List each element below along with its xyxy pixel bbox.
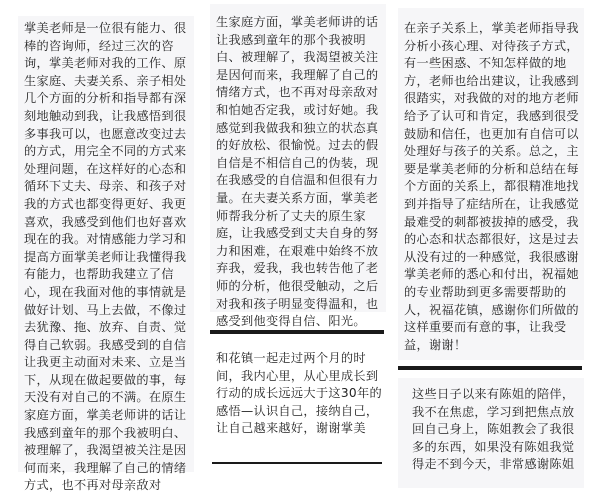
divider [212,462,382,464]
divider [210,330,384,334]
divider [398,366,582,370]
testimonial-card-middle: 生家庭方面，掌美老师讲的话让我感到童年的那个我被明白、被理解了，我渴望被关注是因何而来，我理解了自己的情绪方式，也不再对母亲敌对和怕她否定我，或讨好她。我感觉到我做我和独立的状态真的好放松、很愉悦。过去的假自信是不相信自己的伪装，现在我感受的自信温和但很有力量。在夫妻关系方面，掌美老师帮我分析了丈夫的原生家庭，让我感受到丈夫自身的努力和困难，在艰难中始终不放弃我，爱我，我也转告他了老师的分析，他很受触动，之后对我和孩子明显变得温和，也感受到他变得自信、阳光。 [210,4,386,312]
testimonial-card-right: 在亲子关系上，掌美老师指导我分析小孩心理、对待孩子方式，有一些困惑、不知怎样做的地方，老师也给出建议，让我感到很踏实，对我做的对的地方老师给予了认可和肯定，我感到很受鼓励和信任，也更加有自信可以处理好与孩子的关系。总之，主要是掌美老师的分析和总结在每个方面的关系上，都很精准地找到并指导了症结所在，让我感觉最难受的刺都被拔掉的感受，我的心态和状态都很好，这是过去从没有过的一种感觉，我很感谢掌美老师的悉心和付出，祝福她的专业帮助到更多需要帮助的人，祝福花镇，感谢你们所做的这样重要而有意的事，让我受益，谢谢！ [398,8,584,360]
testimonial-card-middle-bottom: 和花镇一起走过两个月的时间，我内心里，从心里成长到行动的成长远远大于这30年的感悟—认识自己，接纳自己，让自己越来越好，谢谢掌美 [216,351,382,436]
testimonial-card-left: 掌美老师是一位很有能力、很棒的咨询师，经过三次的咨询，掌美老师对我的工作、原生家庭、夫妻关系、亲子相处几个方面的分析和指导都有深刻地触动到我，让我感悟到很多事我可以，也愿意改变过去的方式，用完全不同的方式来处理问题，在这样好的心态和循环下丈夫、母亲、和孩子对我的方式也都变得更好、我更喜欢，我感受到他们也好喜欢现在的我。对情感能力学习和提高方面掌美老师让我懂得我有能力，也帮助我建立了信心，现在我面对他的事情就是做好计划、马上去做，不像过去犹豫、拖、放弃、自责、觉得自己软弱。我感受到的自信让我更主动面对未来、立是当下，从现在做起要做的事，每天没有对自己的不满。在原生家庭方面，掌美老师讲的话让我感到童年的那个我被明白、被理解了，我渴望被关注是因何而来，我理解了自己的情绪方式，也不再对母亲敌对 [18,16,194,472]
testimonial-card-right-bottom: 这些日子以来有陈姐的陪伴，我不在焦虑，学习到把焦点放回自己身上，陈姐教会了我很多的东西，如果没有陈姐我觉得走不到今天，非常感谢陈姐 [398,378,584,488]
